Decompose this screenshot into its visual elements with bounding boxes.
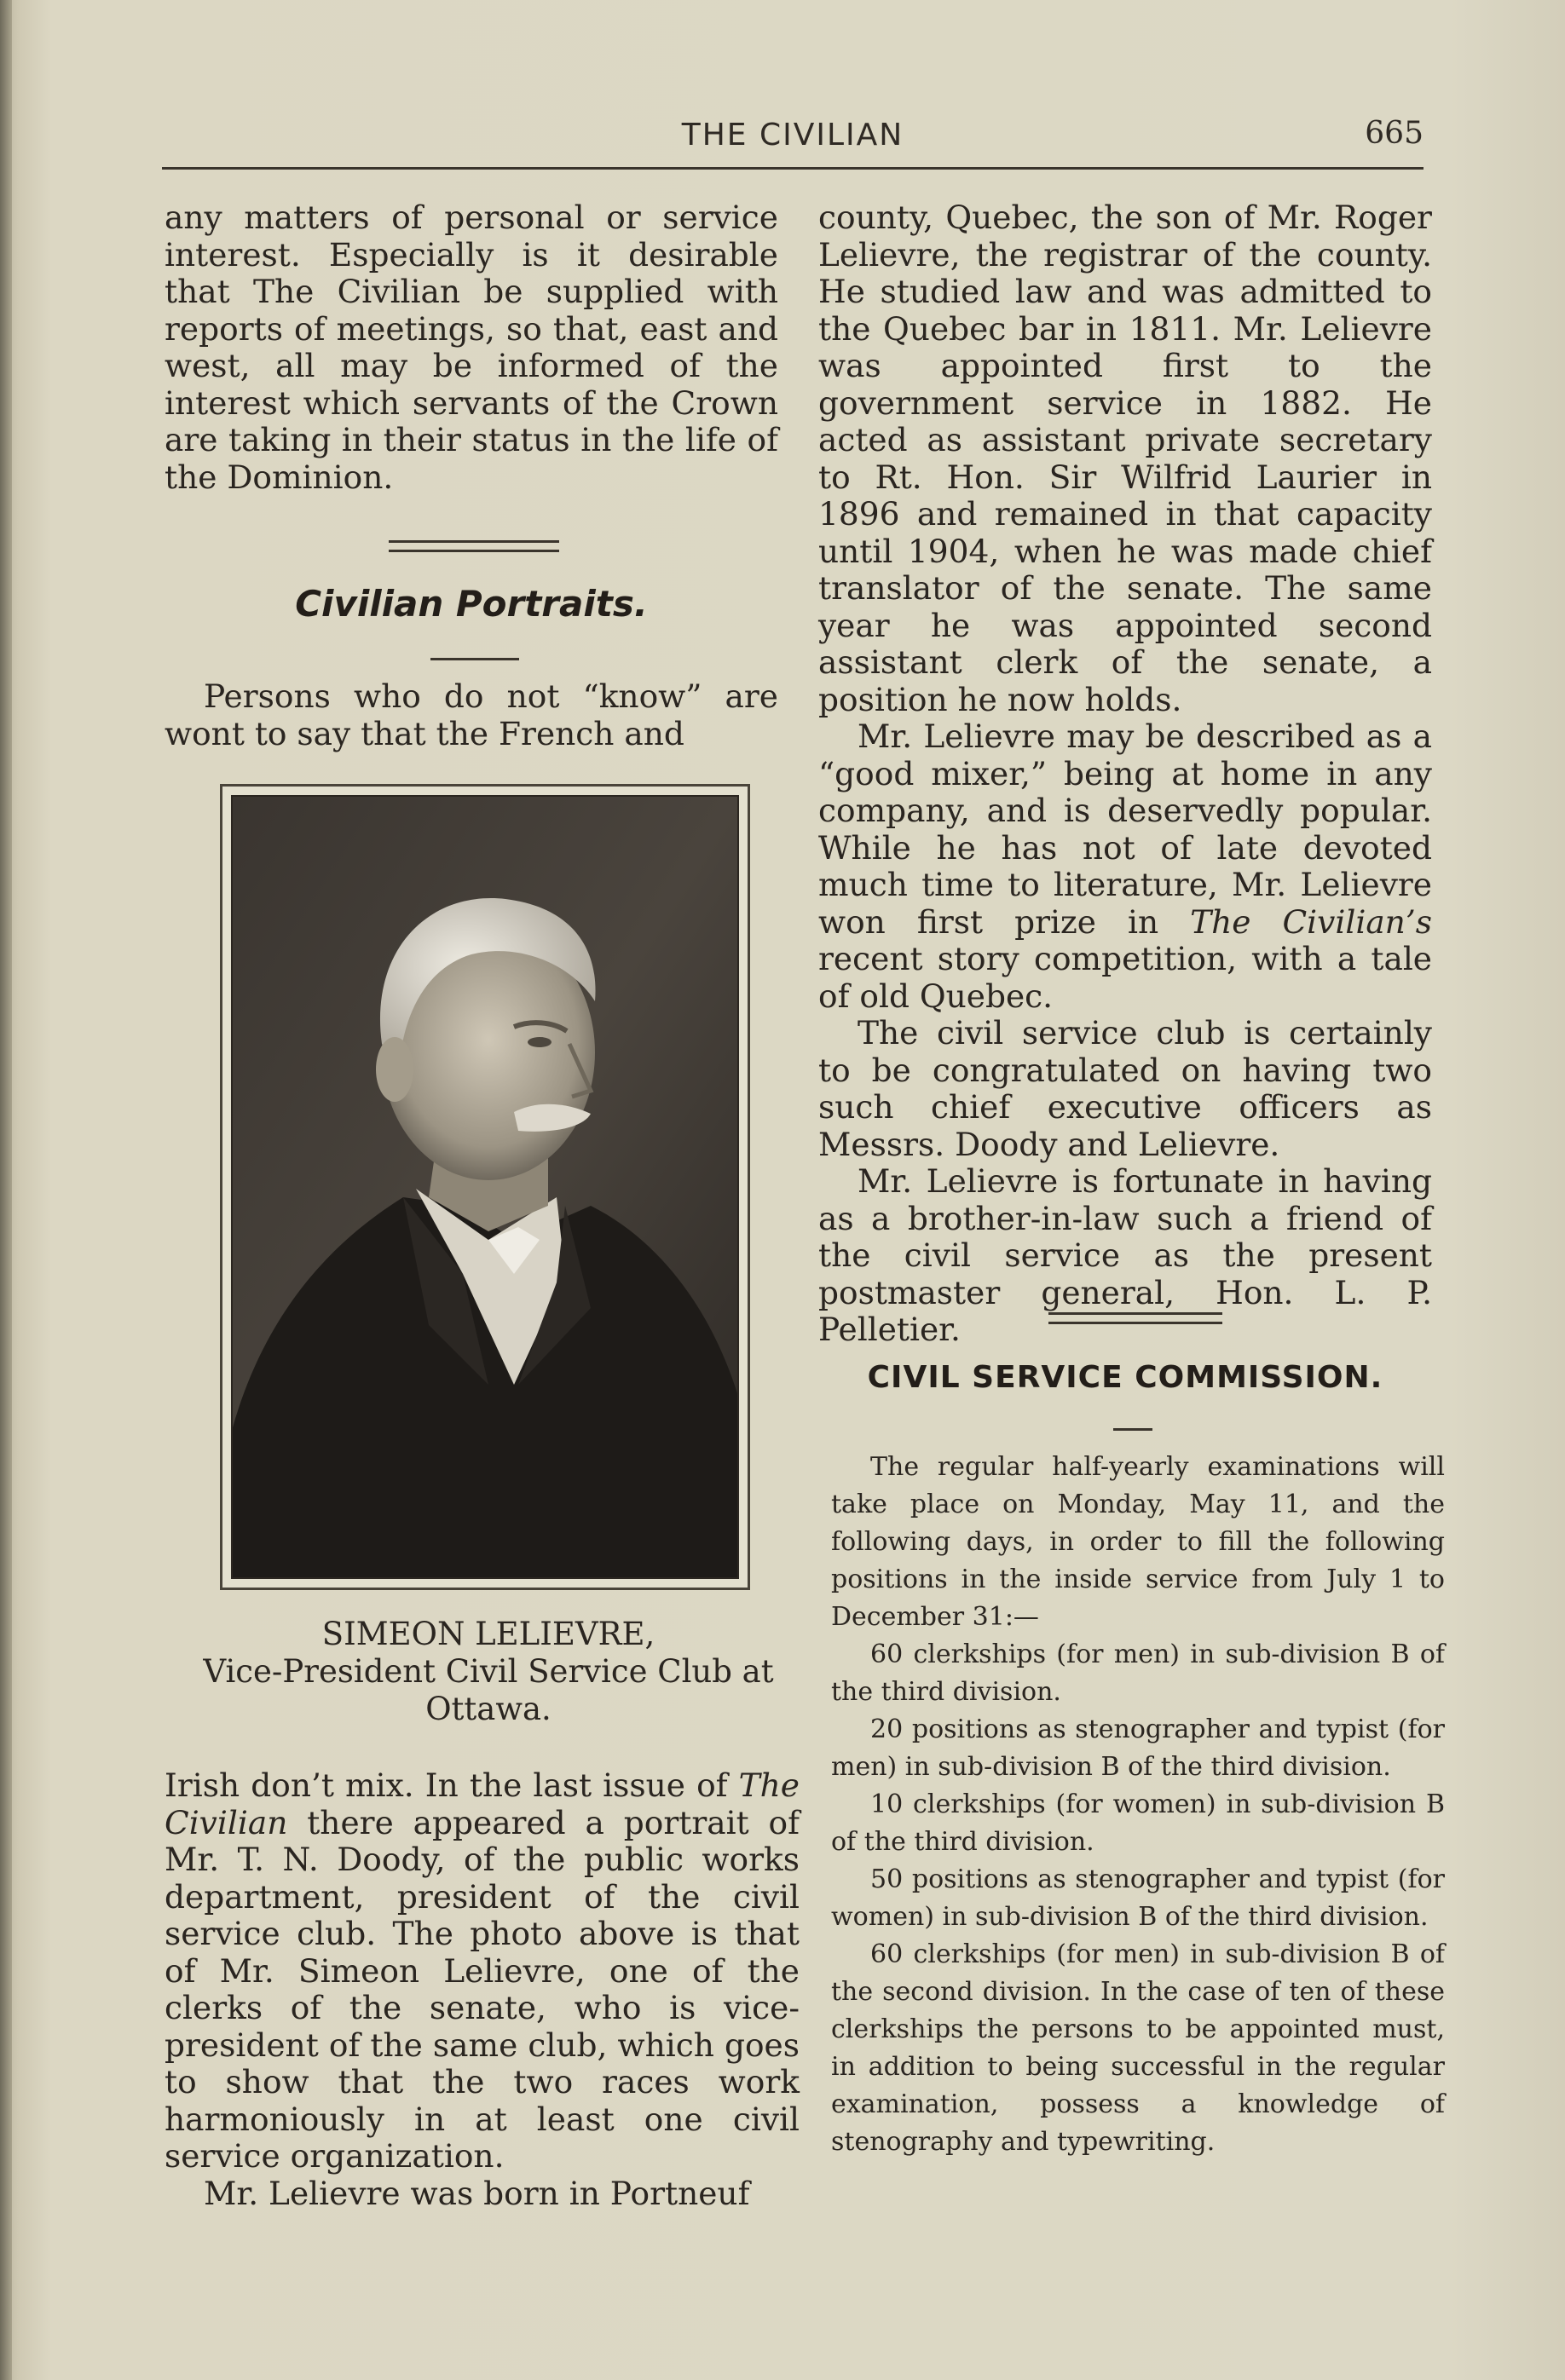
page-binding-edge	[0, 0, 12, 2380]
page-header	[162, 111, 1424, 162]
header-rule	[162, 167, 1424, 170]
publication-name: The Civilian	[165, 1766, 800, 1841]
left-bottom-paragraph-1	[165, 1767, 800, 2175]
commission-paragraph: 10 clerkships (for women) in sub-division B of the third division.	[831, 1789, 1445, 1857]
left-top-paragraph: any matters of personal or service interest. Especially is it desirable that The Civilian be supplied with reports of meetings, so that, east and west, all may be informed of the interest which servants of the Crown are taking in their status in the life of the Dominion.	[165, 199, 778, 496]
portrait-photo	[231, 795, 739, 1579]
right-column-article	[818, 199, 1432, 1349]
commission-paragraph: 20 positions as stenographer and typist (for men) in sub-division B of the third division.	[831, 1714, 1445, 1782]
portrait-photo-frame	[220, 784, 750, 1590]
short-divider-commission	[1113, 1428, 1152, 1431]
page-number: 665	[1365, 116, 1424, 151]
para-text: Irish don’t mix. In the last issue of	[165, 1766, 739, 1804]
right-paragraph-1: county, Quebec, the son of Mr. Roger Lelievre, the registrar of the county. He studied law and was admitted to the Quebec bar in 1811. Mr. Lelievre was appointed first to the government service in 1882. He acted as assistant private secretary to Rt. Hon. Sir Wilfrid Laurier in 1896 and remained in that capacity until 1904, when he was made chief translator of the senate. The same year he was appointed second assistant clerk of the senate, a position he now holds.	[818, 199, 1432, 718]
commission-notice	[831, 1449, 1445, 2161]
civilian-portraits-title: Civilian Portraits.	[295, 583, 648, 625]
commission-paragraph: 50 positions as stenographer and typist (for women) in sub-division B of the third division.	[831, 1864, 1445, 1932]
running-title: THE CIVILIAN	[681, 118, 904, 153]
portrait-image	[233, 797, 737, 1577]
commission-paragraph: 60 clerkships (for men) in sub-division B of the second division. In the case of ten of these clerkships the persons to be appointed must, in addition to being successful in the regular examination, possess a knowledge of stenography and typewriting.	[831, 1939, 1445, 2157]
right-paragraph-4: Mr. Lelievre is fortunate in having as a brother-in-law such a friend of the civil service as the present postmaster general, Hon. L. P. Pelletier.	[818, 1162, 1432, 1348]
civil-service-commission-title: CIVIL SERVICE COMMISSION.	[867, 1360, 1383, 1395]
para-text: recent story competition, with a tale of old Quebec.	[818, 940, 1432, 1015]
commission-paragraph: The regular half-yearly examinations will take place on Monday, May 11, and the following days, in order to fill the following positions in the inside service from July 1 to December 31:—	[831, 1452, 1445, 1632]
section-divider-left	[389, 540, 559, 552]
section-divider-right	[1048, 1312, 1222, 1324]
portraits-intro: Persons who do not “know” are wont to say that the French and	[165, 677, 778, 752]
left-bottom-block	[165, 1767, 800, 2212]
para-text: there appeared a portrait of Mr. T. N. Doody, of the public works department, president of the civil service club. The photo above is that of Mr. Simeon Lelievre, one of the clerks of the senate, who is vice-president of the same club, which goes to show that the two races work harmoniously in at least one civil service organization.	[165, 1803, 800, 2175]
right-paragraph-3: The civil service club is certainly to be congratulated on having two such chief executive officers as Messrs. Doody and Lelievre.	[818, 1014, 1432, 1163]
short-divider-portraits	[430, 658, 519, 660]
para-text: Mr. Lelievre may be described as a “good mixer,” being at home in any company, and is deservedly popular. While he has not of late devoted much time to literature, Mr. Lelievre won first prize in	[818, 717, 1432, 941]
commission-paragraph: 60 clerkships (for men) in sub-division B of the third division.	[831, 1639, 1445, 1707]
portrait-caption	[165, 1616, 812, 1728]
caption-title: Vice-President Civil Service Club at	[203, 1653, 774, 1690]
left-bottom-paragraph-2: Mr. Lelievre was born in Portneuf	[204, 2174, 750, 2212]
caption-name: SIMEON LELIEVRE,	[321, 1616, 655, 1652]
right-paragraph-2	[818, 718, 1432, 1015]
portraits-intro-block	[165, 678, 778, 752]
publication-name: The Civilian’s	[1190, 902, 1432, 941]
caption-location: Ottawa.	[425, 1691, 552, 1727]
left-top-paragraph-block	[165, 199, 778, 496]
